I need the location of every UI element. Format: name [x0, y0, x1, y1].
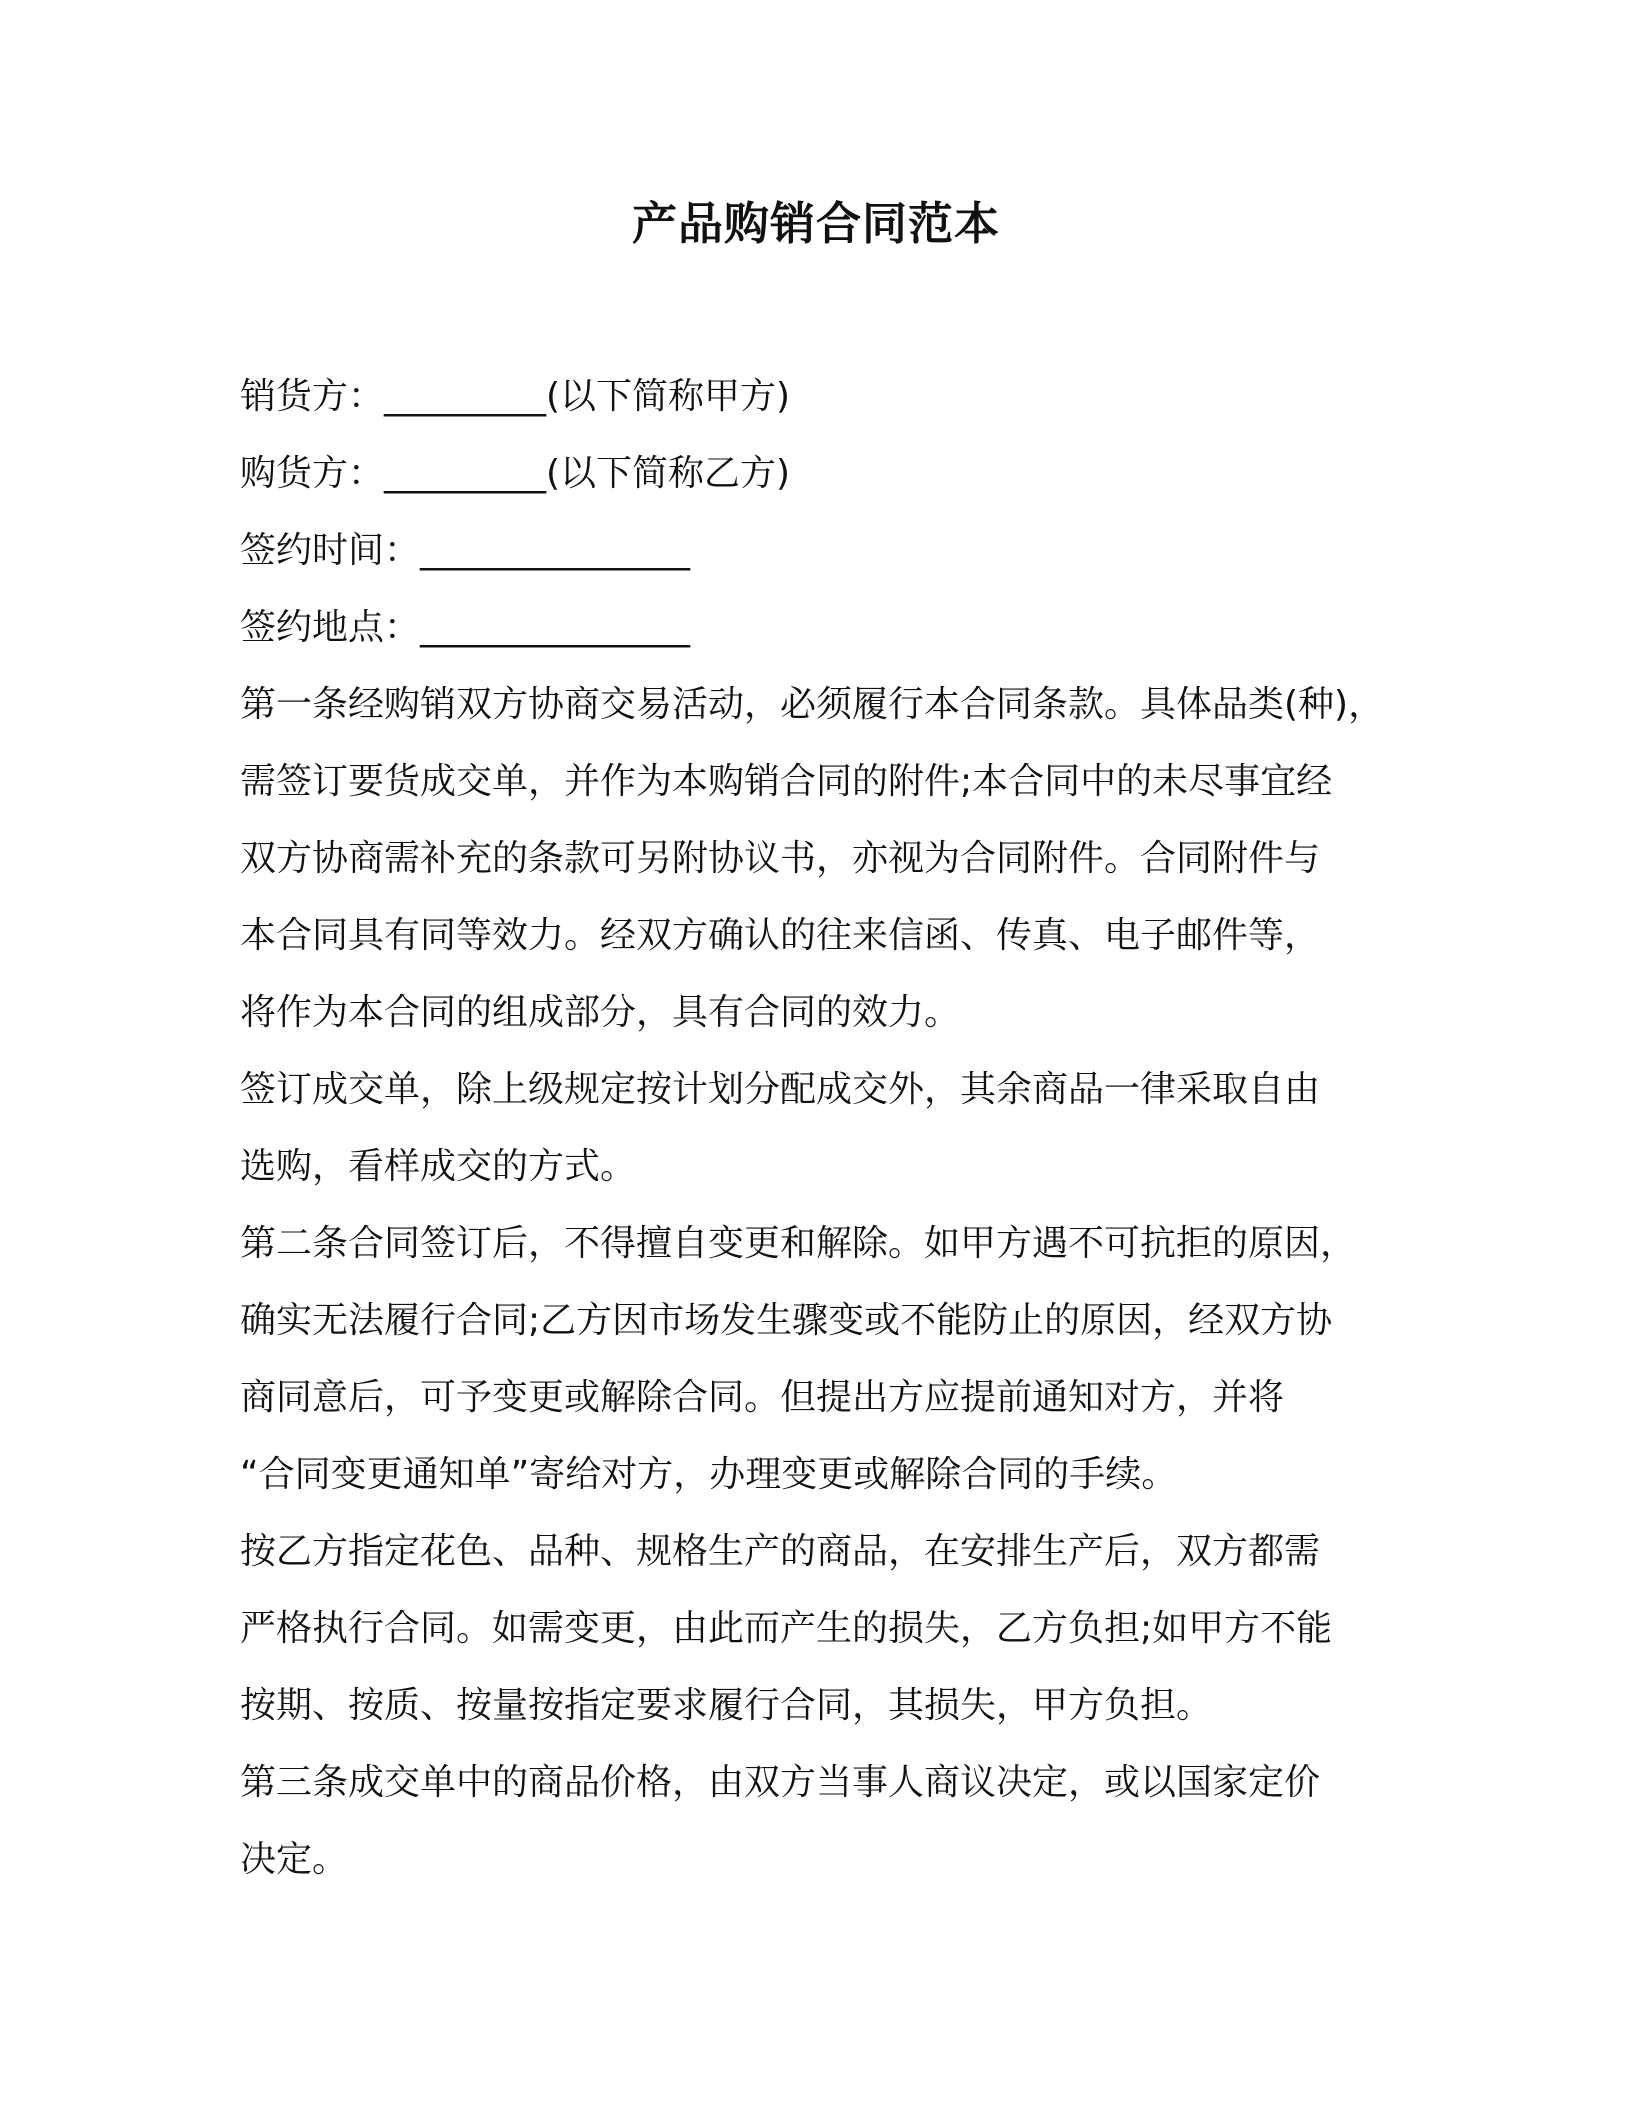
- article-3-line-1: 第三条成交单中的商品价格，由双方当事人商议决定，或以国家定价: [240, 1762, 1321, 1803]
- specification-paragraph-line-2: 严格执行合同。如需变更，由此而产生的损失，乙方负担;如甲方不能: [240, 1608, 1333, 1649]
- document-body: [240, 358, 1400, 1898]
- order-paragraph-line-2: 选购，看样成交的方式。: [240, 1146, 637, 1187]
- seller-line: 销货方：_________(以下简称甲方): [240, 376, 791, 417]
- article-2-line-2: 确实无法履行合同;乙方因市场发生骤变或不能防止的原因，经双方协: [240, 1300, 1333, 1341]
- article-1-line-3: 双方协商需补充的条款可另附协议书，亦视为合同附件。合同附件与: [240, 838, 1321, 879]
- document-title: 产品购销合同范本: [631, 197, 1000, 250]
- specification-paragraph-line-1: 按乙方指定花色、品种、规格生产的商品，在安排生产后，双方都需: [240, 1531, 1321, 1572]
- article-1-line-5: 将作为本合同的组成部分，具有合同的效力。: [240, 992, 961, 1033]
- specification-paragraph-line-3: 按期、按质、按量按指定要求履行合同，其损失，甲方负担。: [240, 1685, 1213, 1726]
- article-2-line-1: 第二条合同签订后，不得擅自变更和解除。如甲方遇不可抗拒的原因，: [240, 1223, 1357, 1264]
- buyer-line: 购货方：_________(以下简称乙方): [240, 453, 791, 494]
- article-1-line-1: 第一条经购销双方协商交易活动，必须履行本合同条款。具体品类(种)，: [240, 684, 1385, 725]
- order-paragraph-line-1: 签订成交单，除上级规定按计划分配成交外，其余商品一律采取自由: [240, 1069, 1321, 1110]
- article-1-line-2: 需签订要货成交单，并作为本购销合同的附件;本合同中的未尽事宜经: [240, 761, 1333, 802]
- signing-time-line: 签约时间：_______________: [240, 530, 691, 571]
- article-2-line-3: 商同意后，可予变更或解除合同。但提出方应提前通知对方，并将: [240, 1377, 1285, 1418]
- article-2-line-4: “合同变更通知单”寄给对方，办理变更或解除合同的手续。: [240, 1454, 1178, 1495]
- article-3-line-2: 决定。: [240, 1839, 349, 1880]
- article-1-line-4: 本合同具有同等效力。经双方确认的往来信函、传真、电子邮件等，: [240, 915, 1321, 956]
- signing-place-line: 签约地点：_______________: [240, 607, 691, 648]
